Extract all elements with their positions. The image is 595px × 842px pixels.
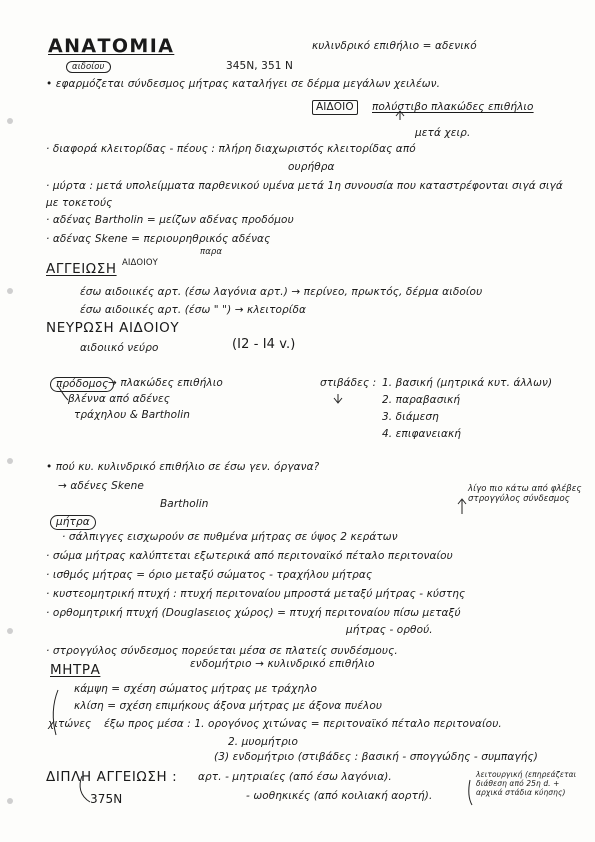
note-functional: λειτουργική (επηρεάζεται διάθεση από 25η d. + αρχικά στάδια κύησης) xyxy=(476,770,577,797)
line-epithelium-note: μετά χειρ. xyxy=(415,127,471,139)
page-title: ΑΝΑΤΟΜΙΑ xyxy=(48,35,175,57)
heading-aggeiosi: ΑΓΓΕΙΩΣΗ xyxy=(46,261,117,277)
arrow-down-strata xyxy=(334,394,342,403)
line-strata-label: στιβάδες : xyxy=(320,377,377,389)
line-ovarian-artery: - ωοθηκικές (από κοιλιακή αορτή). xyxy=(246,790,433,802)
line-mucus-glands: τράχηλου & Bartholin xyxy=(74,409,190,421)
side-note-ligament: λίγο πιο κάτω από φλέβες στρογγύλος σύνδεσμος xyxy=(468,484,582,504)
heading-aggeiosi-sup: ΑΙΔΟΙΟΥ xyxy=(122,258,158,268)
line-version: κλίση = σχέση επιμήκους άξονα μήτρας με άξονα πυέλου xyxy=(74,700,383,712)
line-rectouterine-cont: μήτρας - ορθού. xyxy=(346,624,433,636)
top-right-note: κυλινδρικό επιθήλιο = αδενικό xyxy=(312,40,477,52)
heading-mitra: ΜΗΤΡΑ xyxy=(50,662,101,678)
stratum-3: 3. διάμεση xyxy=(382,411,439,423)
line-bartholin-2: Bartholin xyxy=(160,498,209,510)
line-tubes: · σάλπιγγες εισχωρούν σε πυθμένα μήτρας σε ύψος 2 κεράτων xyxy=(62,531,398,543)
page-subtitle: αιδοίου xyxy=(66,61,111,73)
line-flexion: κάμψη = σχέση σώματος μήτρας με τράχηλο xyxy=(74,683,318,695)
line-question: • πού κυ. κυλινδρικό επιθήλιο σε έσω γεν. όργανα? xyxy=(46,461,320,473)
line-nerve-roots: (I2 - I4 v.) xyxy=(232,337,296,352)
note-para: παρα xyxy=(200,247,223,257)
brace-functional xyxy=(469,780,472,805)
line-myrta: · μύρτα : μετά υπολείμματα παρθενικού υμένα μετά 1η συνουσία που καταστρέφονται σιγά σιγά με τοκετούς xyxy=(46,180,563,209)
line-epithelium: πολύστιβο πλακώδες επιθήλιο xyxy=(372,101,534,113)
stratum-4: 4. επιφανειακή xyxy=(382,428,462,440)
label-prodomos: πρόδομος xyxy=(50,377,114,392)
line-layers-1: έξω προς μέσα : 1. ορογόνος χιτώνας = περιτοναϊκό πέταλο περιτοναίου. xyxy=(104,718,502,730)
line-body: · σώμα μήτρας καλύπτεται εξωτερικά από περιτοναϊκό πέταλο περιτοναίου xyxy=(46,550,453,562)
line-isthmus: · ισθμός μήτρας = όριο μεταξύ σώματος - τραχήλου μήτρας xyxy=(46,569,373,581)
brace-uterus xyxy=(53,690,58,735)
line-clitoris-cont: ουρήθρα xyxy=(288,161,335,173)
arrow-mucus xyxy=(58,386,68,400)
line-clitoris: · διαφορά κλειτορίδας - πέους : πλήρη διαχωριστός κλειτορίδας από xyxy=(46,143,416,155)
line-uterine-artery: αρτ. - μητριαίες (από έσω λαγόνια). xyxy=(198,771,392,783)
label-chitones: χιτώνες xyxy=(48,718,92,730)
line-skene-2: → αδένες Skene xyxy=(58,480,144,492)
line-endometrium-top: ενδομήτριο → κυλινδρικό επιθήλιο xyxy=(190,658,375,670)
stratum-1: 1. βασική (μητρικά κυτ. άλλων) xyxy=(382,377,553,389)
line-bartholin: · αδένας Bartholin = μείζων αδένας προδόμου xyxy=(46,214,294,226)
arrow-up-1 xyxy=(396,111,404,120)
line-layers-3: (3) ενδομήτριο (στιβάδες : βασική - σπογγώδης - συμπαγής) xyxy=(214,751,538,763)
line-layers-2: 2. μυομήτριο xyxy=(228,736,299,748)
line-skene: · αδένας Skene = περιουρηθρικός αδένας xyxy=(46,233,271,245)
line-squamous: → πλακώδες επιθήλιο xyxy=(108,377,223,389)
line-round-ligament: • εφαρμόζεται σύνδεσμος μήτρας καταλήγει σε δέρμα μεγάλων χειλέων. xyxy=(46,78,441,90)
line-rectouterine: · ορθομητρική πτυχή (Douglasειος χώρος) = πτυχή περιτοναίου πίσω μεταξύ xyxy=(46,607,461,619)
line-artery-2: έσω αιδοιικές αρτ. (έσω " ") → κλειτορίδα xyxy=(80,304,306,316)
heading-neurosi: ΝΕΥΡΩΣΗ ΑΙΔΟΙΟΥ xyxy=(46,320,180,336)
line-mucus: βλέννα από αδένες xyxy=(68,393,171,405)
brace-blood xyxy=(80,776,90,802)
line-artery-1: έσω αιδοιικές αρτ. (έσω λαγόνια αρτ.) → περίνεο, πρωκτός, δέρμα αιδοίου xyxy=(80,286,483,298)
line-vesicouterine: · κυστεομητρική πτυχή : πτυχή περιτοναίου μπροστά μεταξύ μήτρας - κύστης xyxy=(46,588,466,600)
line-nerve: αιδοιικό νεύρο xyxy=(80,342,159,354)
line-round-ligament-2: · στρογγύλος σύνδεσμος πορεύεται μέσα σε πλατείς συνδέσμους. xyxy=(46,645,398,657)
label-aidoio: ΑΙΔΟΙΟ xyxy=(312,100,358,115)
label-mitra: μήτρα xyxy=(50,515,96,530)
footer-page-ref: 375N xyxy=(90,792,123,806)
heading-dipli: ΔΙΠΛΗ ΑΓΓΕΙΩΣΗ : xyxy=(46,769,178,785)
arrow-up-side-note xyxy=(458,499,466,514)
stratum-2: 2. παραβασική xyxy=(382,394,461,406)
page-reference: 345N, 351 N xyxy=(226,60,293,72)
